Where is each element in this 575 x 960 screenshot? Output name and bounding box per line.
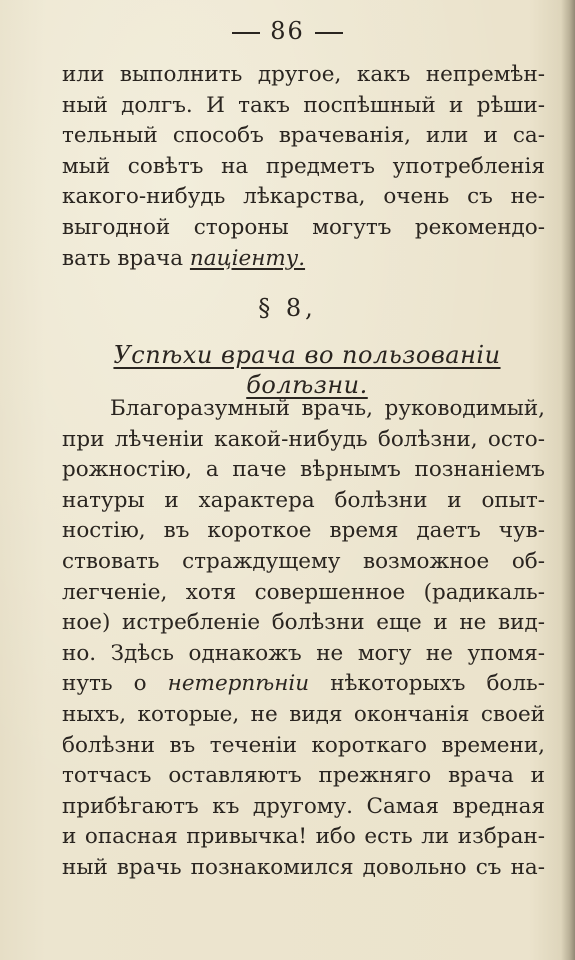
text-fragment: нуть о	[62, 671, 147, 697]
text-line: Благоразумный врачь, руководимый,	[110, 396, 545, 421]
text-line	[62, 244, 545, 275]
text-line: выгодной стороны могутъ рекомендо-	[62, 214, 545, 240]
main-paragraph	[62, 394, 545, 884]
text-line: ный долгъ. И такъ поспѣшный и рѣши-	[62, 92, 545, 118]
text-line: или выполнить другое, какъ непремѣн-	[62, 62, 545, 87]
page-header	[0, 16, 575, 46]
text-line: но. Здѣсь однакожъ не могу не упомя-	[62, 640, 545, 666]
text-line: ностію, въ короткое время даетъ чув-	[62, 518, 545, 544]
text-line: натуры и характера болѣзни и опыт-	[62, 487, 545, 513]
page-edge-shadow	[561, 0, 575, 960]
text-line: мый совѣтъ на предметъ употребленія	[62, 153, 545, 179]
text-line	[62, 669, 545, 700]
text-line: тельный способъ врачеванія, или и са-	[62, 123, 545, 149]
text-line: болѣзни въ теченіи короткаго времени,	[62, 732, 545, 758]
text-line: при лѣченіи какой-нибудь болѣзни, осто-	[62, 426, 545, 452]
italic-word: пацiенту.	[189, 245, 306, 271]
italic-word: нетерпѣнiи	[167, 671, 310, 697]
text-line: тотчасъ оставляютъ прежняго врача и	[62, 763, 545, 789]
section-mark: § 8,	[258, 294, 317, 322]
text-line: рожностію, а паче вѣрнымъ познаніемъ	[62, 457, 545, 483]
text-line: ствовать страждущему возможное об-	[62, 548, 545, 574]
header-dash-left	[232, 32, 260, 34]
text-line: ныхъ, которые, не видя окончанія своей	[62, 701, 545, 727]
text-fragment: нѣкоторыхъ боль-	[330, 671, 545, 697]
page-number: 86	[270, 17, 305, 45]
text-line: какого-нибудь лѣкарства, очень съ не-	[62, 184, 545, 210]
text-line: ный врачь познакомился довольно съ на-	[62, 854, 545, 880]
text-fragment: вать врача	[62, 245, 184, 271]
text-line: и опасная привычка! ибо есть ли избран-	[62, 824, 545, 850]
text-line: ное) истребленіе болѣзни еще и не вид-	[62, 610, 545, 636]
header-dash-right	[315, 32, 343, 34]
top-paragraph	[62, 60, 545, 274]
text-line: легченіе, хотя совершенное (радикаль-	[62, 579, 545, 605]
text-line: прибѣгаютъ къ другому. Самая вредная	[62, 793, 545, 819]
section-title: Успѣхи врача во пользованiи болѣзни.	[113, 341, 501, 399]
